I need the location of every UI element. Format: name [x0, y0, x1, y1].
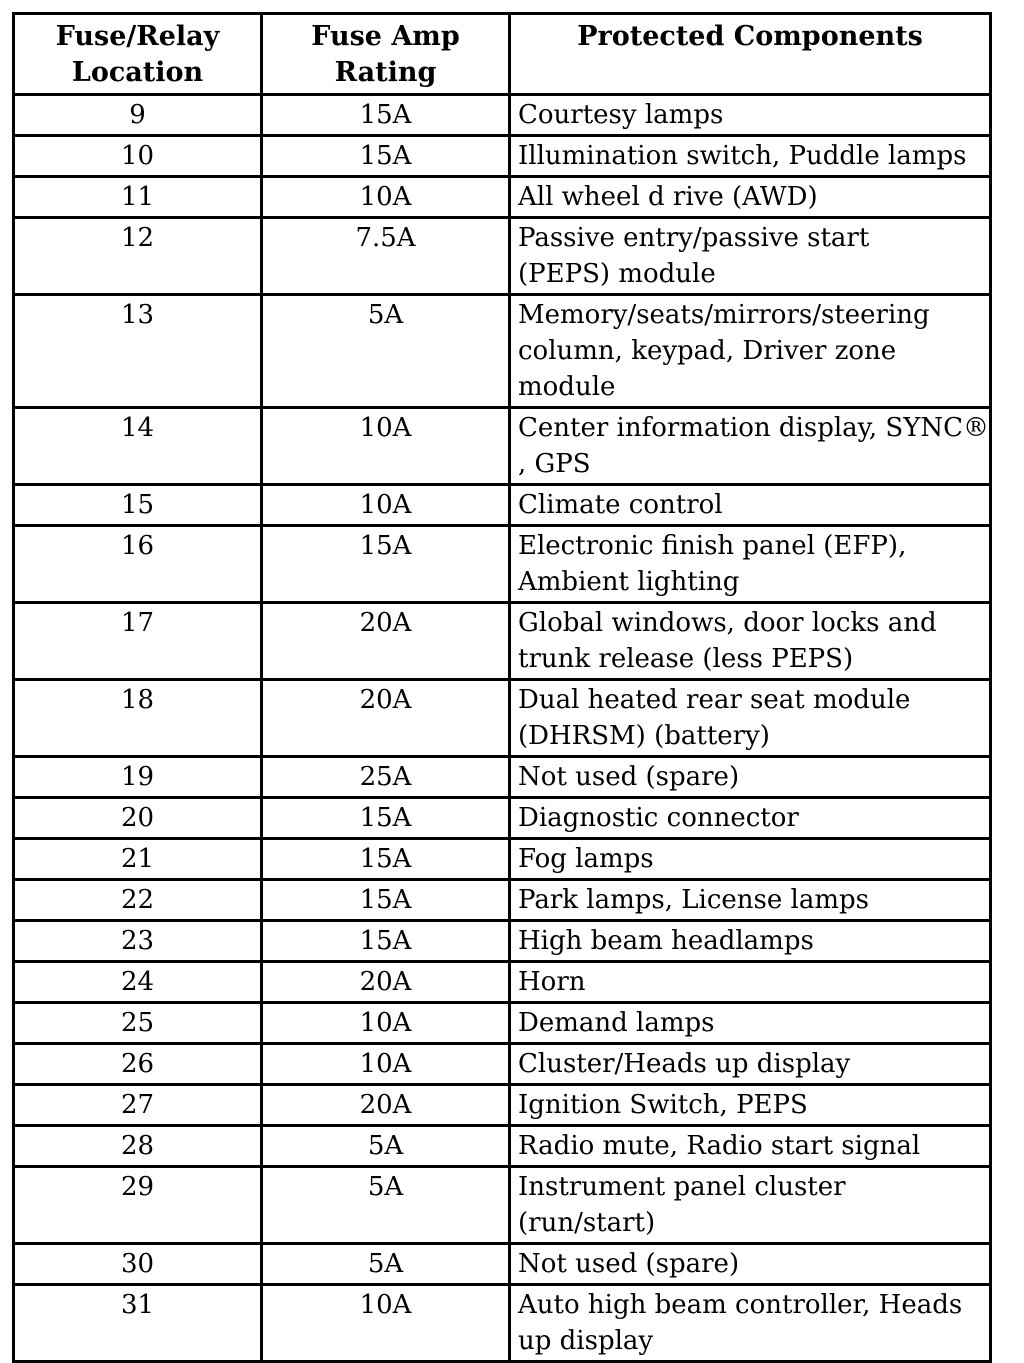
fuse-amp-rating-cell: 5A — [262, 1167, 510, 1244]
fuse-location-cell: 9 — [14, 95, 262, 136]
header-components-line: Protected Components — [577, 21, 923, 52]
fuse-amp-rating-cell: 15A — [262, 880, 510, 921]
component-text-line: Not used (spare) — [518, 762, 740, 792]
fuse-amp-rating-cell: 10A — [262, 408, 510, 485]
header-location-line: Location — [71, 57, 204, 88]
component-text-line: Horn — [518, 967, 586, 997]
protected-components-cell — [510, 408, 991, 485]
protected-components-cell — [510, 757, 991, 798]
fuse-location-cell: 27 — [14, 1085, 262, 1126]
table-row — [14, 485, 991, 526]
header-amp-line: Rating — [334, 57, 437, 88]
fuse-amp-rating-cell: 15A — [262, 136, 510, 177]
component-text-line: Courtesy lamps — [518, 100, 724, 130]
component-text-line: Electronic finish panel (EFP), — [518, 531, 907, 561]
table-row — [14, 177, 991, 218]
component-text-line: Dual heated rear seat module — [518, 685, 911, 715]
component-text-line: Ignition Switch, PEPS — [518, 1090, 808, 1120]
fuse-location-cell: 21 — [14, 839, 262, 880]
fuse-amp-rating-cell: 15A — [262, 839, 510, 880]
protected-components-cell — [510, 1244, 991, 1285]
table-row — [14, 880, 991, 921]
table-row — [14, 921, 991, 962]
fuse-amp-rating-cell: 20A — [262, 603, 510, 680]
protected-components-cell — [510, 1285, 991, 1362]
fuse-location-cell: 23 — [14, 921, 262, 962]
table-body — [14, 95, 991, 1362]
table-row — [14, 839, 991, 880]
protected-components-cell — [510, 1044, 991, 1085]
fuse-amp-rating-cell: 15A — [262, 95, 510, 136]
component-text-line: Instrument panel cluster — [518, 1172, 846, 1202]
fuse-location-cell: 28 — [14, 1126, 262, 1167]
component-text-line: (run/start) — [518, 1208, 656, 1238]
protected-components-cell — [510, 1167, 991, 1244]
fuse-amp-rating-cell: 10A — [262, 485, 510, 526]
table-row — [14, 295, 991, 408]
protected-components-cell — [510, 603, 991, 680]
fuse-location-cell: 17 — [14, 603, 262, 680]
fuse-location-cell: 15 — [14, 485, 262, 526]
protected-components-cell — [510, 798, 991, 839]
component-text-line: Passive entry/passive start — [518, 223, 870, 253]
component-text-line: Park lamps, License lamps — [518, 885, 869, 915]
protected-components-cell — [510, 485, 991, 526]
component-text-line: Auto high beam controller, Heads — [518, 1290, 963, 1320]
fuse-amp-rating-cell: 5A — [262, 295, 510, 408]
fuse-location-cell: 14 — [14, 408, 262, 485]
component-text-line: All wheel d rive (AWD) — [518, 182, 818, 212]
header-protected-components — [510, 14, 991, 95]
fuse-location-cell: 18 — [14, 680, 262, 757]
header-location-line: Fuse/Relay — [55, 21, 220, 52]
component-text-line: Not used (spare) — [518, 1249, 740, 1279]
table-row — [14, 218, 991, 295]
table-row — [14, 757, 991, 798]
table-row — [14, 1244, 991, 1285]
table-row — [14, 526, 991, 603]
fuse-location-cell: 22 — [14, 880, 262, 921]
protected-components-cell — [510, 95, 991, 136]
fuse-location-cell: 29 — [14, 1167, 262, 1244]
protected-components-cell — [510, 839, 991, 880]
protected-components-cell — [510, 1126, 991, 1167]
fuse-amp-rating-cell: 5A — [262, 1244, 510, 1285]
fuse-amp-rating-cell: 10A — [262, 177, 510, 218]
component-text-line: (DHRSM) (battery) — [518, 721, 770, 751]
component-text-line: up display — [518, 1326, 654, 1356]
fuse-location-cell: 10 — [14, 136, 262, 177]
table-row — [14, 1003, 991, 1044]
fuse-amp-rating-cell: 20A — [262, 680, 510, 757]
table-row — [14, 962, 991, 1003]
fuse-location-cell: 24 — [14, 962, 262, 1003]
table-row — [14, 1126, 991, 1167]
component-text-line: Climate control — [518, 490, 723, 520]
header-location — [14, 14, 262, 95]
fuse-amp-rating-cell: 5A — [262, 1126, 510, 1167]
protected-components-cell — [510, 526, 991, 603]
protected-components-cell — [510, 680, 991, 757]
component-text-line: (PEPS) module — [518, 259, 716, 289]
component-text-line: Center information display, SYNC® — [518, 413, 990, 443]
fuse-location-cell: 20 — [14, 798, 262, 839]
fuse-location-cell: 19 — [14, 757, 262, 798]
fuse-amp-rating-cell: 7.5A — [262, 218, 510, 295]
fuse-location-cell: 26 — [14, 1044, 262, 1085]
protected-components-cell — [510, 218, 991, 295]
table-row — [14, 680, 991, 757]
fuse-location-cell: 30 — [14, 1244, 262, 1285]
table-row — [14, 408, 991, 485]
table-header-row — [14, 14, 991, 95]
header-amp-line: Fuse Amp — [311, 21, 460, 52]
protected-components-cell — [510, 1085, 991, 1126]
table-row — [14, 1167, 991, 1244]
fuse-amp-rating-cell: 20A — [262, 1085, 510, 1126]
fuse-location-cell: 13 — [14, 295, 262, 408]
component-text-line: , GPS — [518, 449, 591, 479]
protected-components-cell — [510, 136, 991, 177]
fuse-location-cell: 31 — [14, 1285, 262, 1362]
protected-components-cell — [510, 880, 991, 921]
fuse-amp-rating-cell: 25A — [262, 757, 510, 798]
fuse-amp-rating-cell: 20A — [262, 962, 510, 1003]
component-text-line: column, keypad, Driver zone — [518, 336, 897, 366]
component-text-line: High beam headlamps — [518, 926, 814, 956]
fuse-location-cell: 16 — [14, 526, 262, 603]
fuse-amp-rating-cell: 15A — [262, 798, 510, 839]
protected-components-cell — [510, 295, 991, 408]
component-text-line: Illumination switch, Puddle lamps — [518, 141, 967, 171]
table-row — [14, 136, 991, 177]
table-row — [14, 1085, 991, 1126]
fuse-location-cell: 11 — [14, 177, 262, 218]
component-text-line: Demand lamps — [518, 1008, 715, 1038]
component-text-line: Diagnostic connector — [518, 803, 799, 833]
component-text-line: Ambient lighting — [518, 567, 740, 597]
protected-components-cell — [510, 177, 991, 218]
protected-components-cell — [510, 921, 991, 962]
fuse-amp-rating-cell: 10A — [262, 1044, 510, 1085]
protected-components-cell — [510, 962, 991, 1003]
component-text-line: Memory/seats/mirrors/steering — [518, 300, 930, 330]
component-text-line: Fog lamps — [518, 844, 654, 874]
header-amp-rating — [262, 14, 510, 95]
table-row — [14, 603, 991, 680]
fuse-table — [12, 12, 992, 1363]
component-text-line: trunk release (less PEPS) — [518, 644, 854, 674]
fuse-amp-rating-cell: 15A — [262, 526, 510, 603]
fuse-location-cell: 12 — [14, 218, 262, 295]
table-row — [14, 798, 991, 839]
table-row — [14, 95, 991, 136]
table-row — [14, 1285, 991, 1362]
fuse-location-cell: 25 — [14, 1003, 262, 1044]
protected-components-cell — [510, 1003, 991, 1044]
component-text-line: Global windows, door locks and — [518, 608, 937, 638]
fuse-amp-rating-cell: 10A — [262, 1285, 510, 1362]
fuse-amp-rating-cell: 15A — [262, 921, 510, 962]
fuse-amp-rating-cell: 10A — [262, 1003, 510, 1044]
component-text-line: module — [518, 372, 616, 402]
component-text-line: Cluster/Heads up display — [518, 1049, 851, 1079]
component-text-line: Radio mute, Radio start signal — [518, 1131, 921, 1161]
table-row — [14, 1044, 991, 1085]
